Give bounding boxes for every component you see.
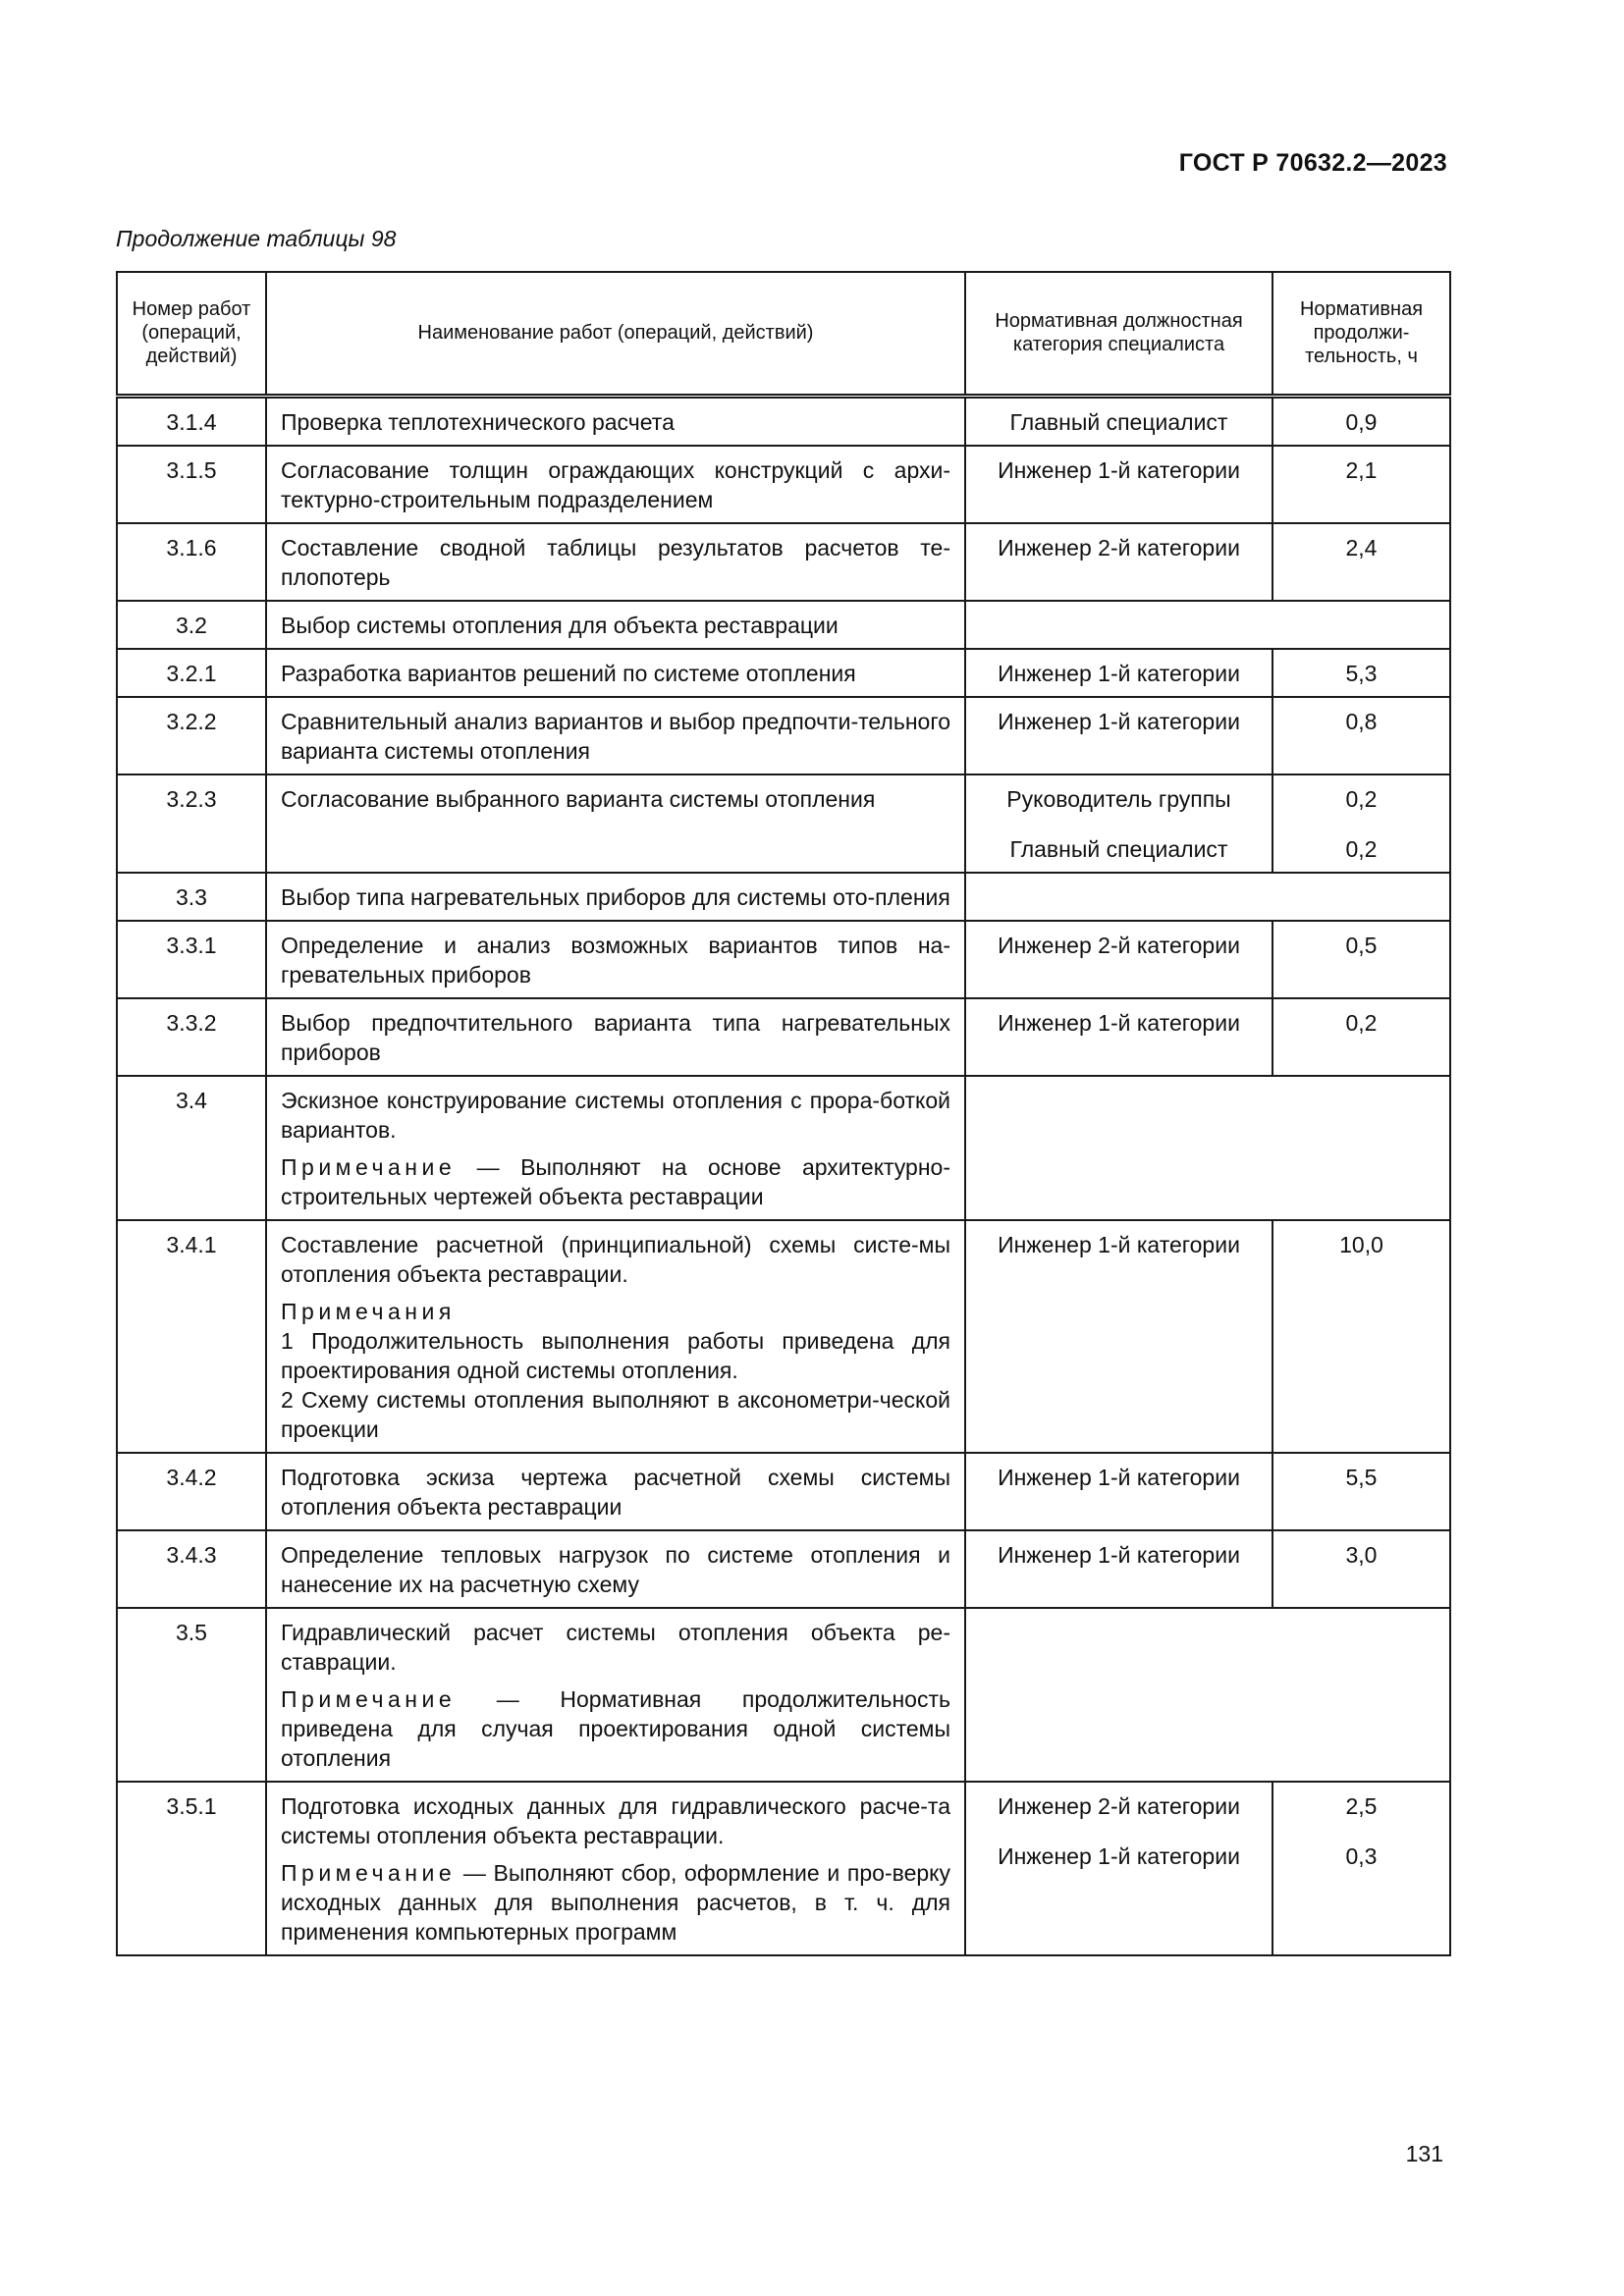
table-row xyxy=(117,1220,1450,1453)
table-row xyxy=(117,601,1450,649)
table-row xyxy=(117,998,1450,1076)
row-name-text: Гидравлический расчет системы отопления объекта ре-ставрации. xyxy=(281,1619,950,1675)
table-row xyxy=(117,1453,1450,1530)
row-category: Инженер 1-й категории xyxy=(965,1220,1272,1453)
row-category: Инженер 1-й категории xyxy=(965,697,1272,774)
row-name xyxy=(266,1608,965,1782)
row-duration: 5,3 xyxy=(1272,649,1450,697)
row-number: 3.5 xyxy=(117,1608,266,1782)
row-name-text: Эскизное конструирование системы отопления с прора-боткой вариантов. xyxy=(281,1087,950,1143)
row-name: Разработка вариантов решений по системе отопления xyxy=(266,649,965,697)
row-name: Определение тепловых нагрузок по системе отопления и нанесение их на расчетную схему xyxy=(266,1530,965,1608)
note-text: — Выполняют на основе архитектурно-строительных чертежей объекта реставрации xyxy=(281,1153,950,1209)
row-duration: 3,0 xyxy=(1272,1530,1450,1608)
note-label: Примечание xyxy=(281,1685,457,1712)
row-category: Инженер 1-й категории xyxy=(965,1530,1272,1608)
row-number: 3.3.2 xyxy=(117,998,266,1076)
table-row xyxy=(117,1782,1450,1955)
note-label: Примечание xyxy=(281,1153,457,1180)
column-header-number: Номер работ (операций, действий) xyxy=(117,272,266,396)
row-number: 3.4.2 xyxy=(117,1453,266,1530)
row-duration: 2,4 xyxy=(1272,523,1450,601)
note-label: Примечание xyxy=(281,1859,457,1886)
row-name: Сравнительный анализ вариантов и выбор предпочти-тельного варианта системы отопления xyxy=(266,697,965,774)
duration-line: 0,2 xyxy=(1345,785,1378,812)
row-duration: 0,5 xyxy=(1272,921,1450,998)
row-name: Определение и анализ возможных вариантов типов на-гревательных приборов xyxy=(266,921,965,998)
row-number: 3.1.4 xyxy=(117,396,266,446)
duration-line: 2,5 xyxy=(1345,1792,1378,1819)
row-number: 3.4 xyxy=(117,1076,266,1220)
row-note xyxy=(281,1858,950,1947)
page-number: 131 xyxy=(1405,2141,1443,2166)
row-duration xyxy=(1272,1782,1450,1955)
row-name: Выбор типа нагревательных приборов для системы ото-пления xyxy=(266,873,965,921)
row-empty-cell xyxy=(965,1608,1450,1782)
table-row xyxy=(117,523,1450,601)
table-row xyxy=(117,1608,1450,1782)
row-note xyxy=(281,1297,950,1444)
category-line: Главный специалист xyxy=(1009,835,1228,862)
row-name: Проверка теплотехнического расчета xyxy=(266,396,965,446)
note-text: — Выполняют сбор, оформление и про-верку исходных данных для выполнения расчетов, в т. ч. для применения компьютерных программ xyxy=(281,1859,950,1945)
row-number: 3.2 xyxy=(117,601,266,649)
row-duration: 2,1 xyxy=(1272,446,1450,523)
row-name: Подготовка эскиза чертежа расчетной схемы системы отопления объекта реставрации xyxy=(266,1453,965,1530)
category-line: Инженер 1-й категории xyxy=(998,1842,1240,1869)
row-number: 3.5.1 xyxy=(117,1782,266,1955)
row-category: Инженер 2-й категории xyxy=(965,921,1272,998)
row-category: Инженер 2-й категории xyxy=(965,523,1272,601)
row-number: 3.4.1 xyxy=(117,1220,266,1453)
note-text: — Нормативная продолжительность приведена для случая проектирования одной системы отопления xyxy=(281,1685,950,1771)
row-category: Инженер 1-й категории xyxy=(965,998,1272,1076)
row-name-text: Подготовка исходных данных для гидравлического расче-та системы отопления объекта реставрации. xyxy=(281,1792,950,1848)
row-name: Выбор системы отопления для объекта реставрации xyxy=(266,601,965,649)
table-caption: Продолжение таблицы 98 xyxy=(116,226,397,251)
row-category: Инженер 1-й категории xyxy=(965,1453,1272,1530)
note-label: Примечания xyxy=(281,1298,456,1324)
category-line: Руководитель группы xyxy=(1006,785,1231,812)
table-row xyxy=(117,873,1450,921)
row-number: 3.3 xyxy=(117,873,266,921)
category-line: Инженер 2-й категории xyxy=(998,1792,1240,1819)
table-row xyxy=(117,649,1450,697)
row-number: 3.3.1 xyxy=(117,921,266,998)
document-code: ГОСТ Р 70632.2—2023 xyxy=(1178,149,1447,177)
row-category xyxy=(965,774,1272,873)
row-note xyxy=(281,1152,950,1211)
row-category: Главный специалист xyxy=(965,396,1272,446)
duration-line: 0,3 xyxy=(1345,1842,1378,1869)
column-header-duration: Нормативная продолжи-тельность, ч xyxy=(1272,272,1450,396)
row-category: Инженер 1-й категории xyxy=(965,649,1272,697)
row-number: 3.2.3 xyxy=(117,774,266,873)
column-header-name: Наименование работ (операций, действий) xyxy=(266,272,965,396)
row-empty-cell xyxy=(965,601,1450,649)
table-row xyxy=(117,697,1450,774)
row-name-text: Составление расчетной (принципиальной) схемы систе-мы отопления объекта реставрации. xyxy=(281,1231,950,1287)
row-number: 3.2.1 xyxy=(117,649,266,697)
row-duration: 10,0 xyxy=(1272,1220,1450,1453)
row-name: Согласование выбранного варианта системы отопления xyxy=(266,774,965,873)
row-empty-cell xyxy=(965,873,1450,921)
table-header-row xyxy=(117,272,1450,396)
row-empty-cell xyxy=(965,1076,1450,1220)
row-duration: 0,9 xyxy=(1272,396,1450,446)
row-name: Согласование толщин ограждающих конструкций с архи-тектурно-строительным подразделением xyxy=(266,446,965,523)
table-row xyxy=(117,1530,1450,1608)
row-duration: 0,8 xyxy=(1272,697,1450,774)
column-header-category: Нормативная должностная категория специалиста xyxy=(965,272,1272,396)
row-number: 3.4.3 xyxy=(117,1530,266,1608)
row-name xyxy=(266,1220,965,1453)
table-row xyxy=(117,921,1450,998)
table-row xyxy=(117,1076,1450,1220)
table-row xyxy=(117,446,1450,523)
row-note xyxy=(281,1684,950,1773)
note-text: 2 Схему системы отопления выполняют в аксонометри-ческой проекции xyxy=(281,1386,950,1442)
row-number: 3.1.5 xyxy=(117,446,266,523)
duration-line: 0,2 xyxy=(1345,835,1378,862)
row-name xyxy=(266,1782,965,1955)
table-row xyxy=(117,396,1450,446)
row-duration xyxy=(1272,774,1450,873)
row-category xyxy=(965,1782,1272,1955)
row-duration: 0,2 xyxy=(1272,998,1450,1076)
row-name: Выбор предпочтительного варианта типа нагревательных приборов xyxy=(266,998,965,1076)
table-row xyxy=(117,774,1450,873)
row-name: Составление сводной таблицы результатов расчетов те-плопотерь xyxy=(266,523,965,601)
row-number: 3.2.2 xyxy=(117,697,266,774)
row-duration: 5,5 xyxy=(1272,1453,1450,1530)
note-text: 1 Продолжительность выполнения работы приведена для проектирования одной системы отопления. xyxy=(281,1327,950,1383)
works-table xyxy=(116,271,1451,1956)
row-number: 3.1.6 xyxy=(117,523,266,601)
row-name xyxy=(266,1076,965,1220)
row-category: Инженер 1-й категории xyxy=(965,446,1272,523)
